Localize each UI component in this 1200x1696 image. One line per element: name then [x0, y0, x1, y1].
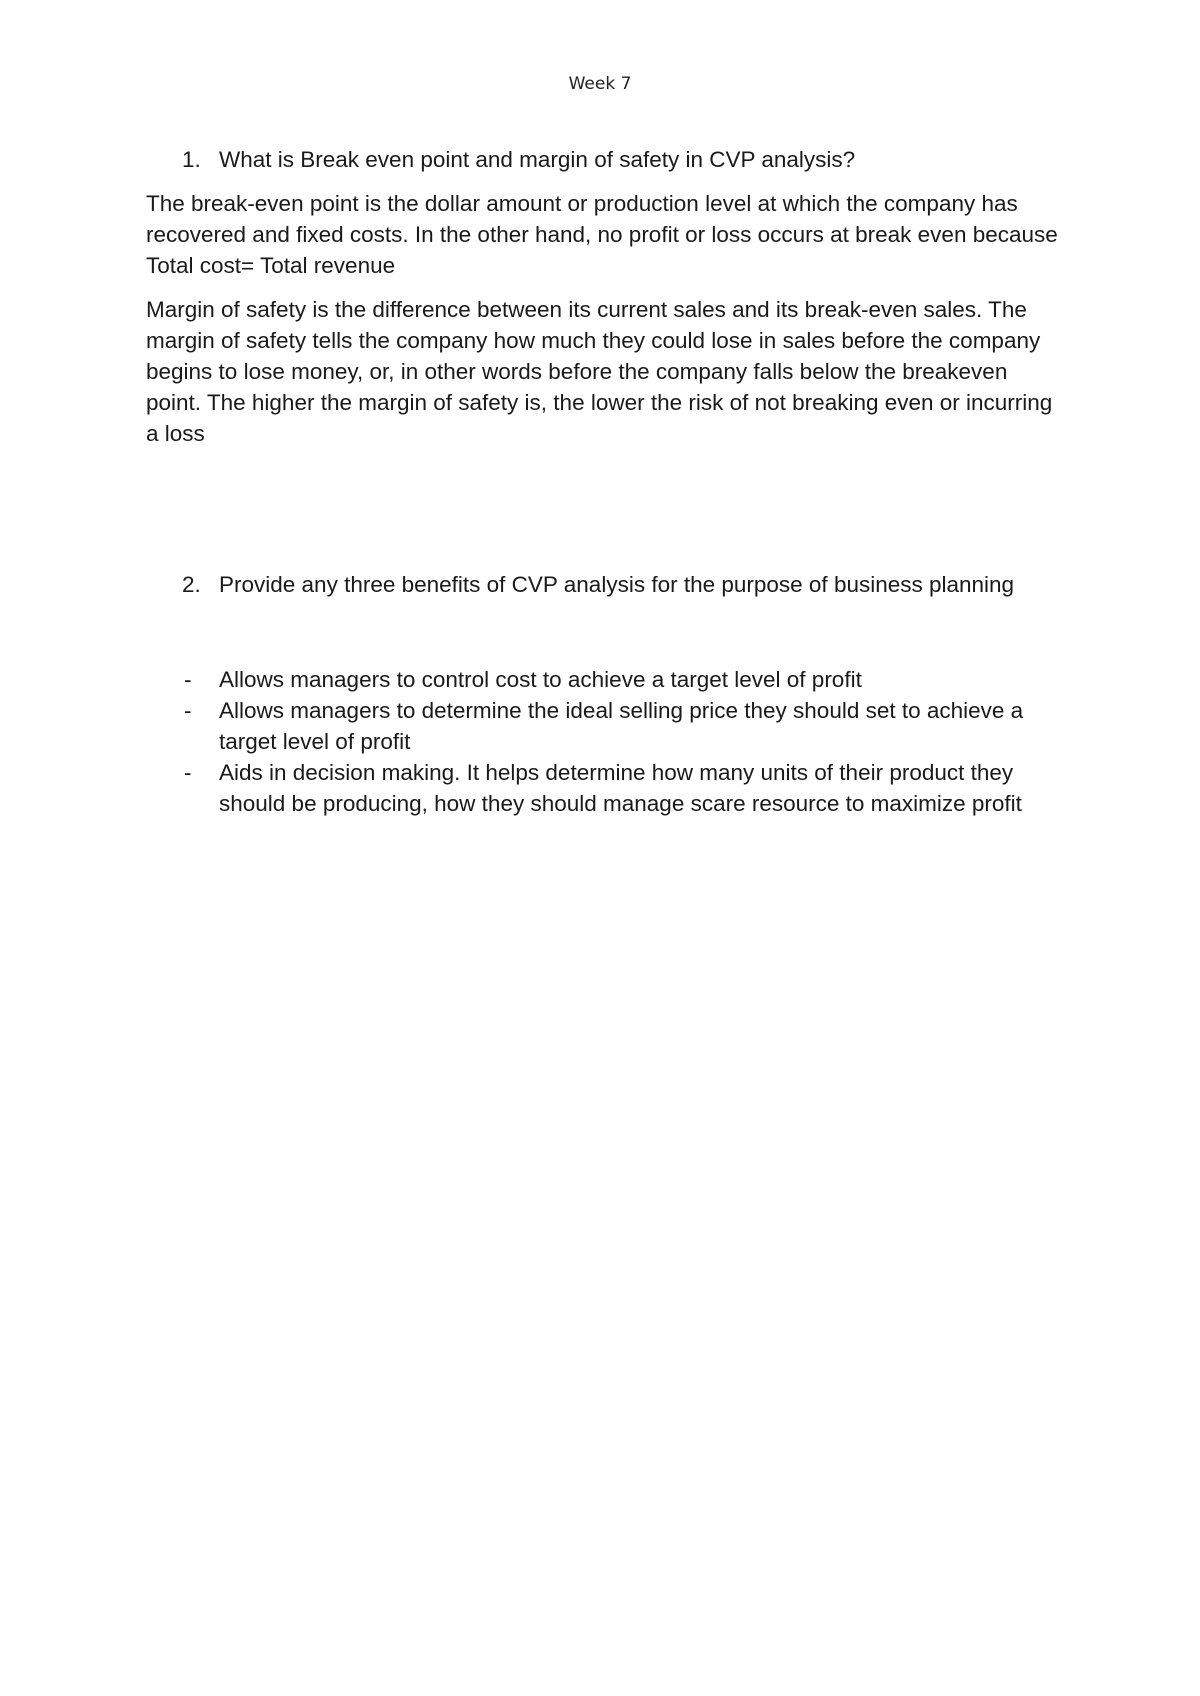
question-2-number: 2.	[182, 572, 201, 597]
list-item	[146, 695, 1066, 757]
bullet-dash: -	[184, 667, 192, 692]
benefits-list	[146, 664, 1066, 819]
question-1-text: What is Break even point and margin of safety in CVP analysis?	[219, 147, 856, 172]
list-item	[146, 757, 1066, 819]
bullet-dash: -	[184, 698, 192, 723]
list-item-text: Aids in decision making. It helps determine how many units of their product they should be producing, how they should manage scare resource to maximize profit	[219, 760, 1022, 816]
question-2-text: Provide any three benefits of CVP analysis for the purpose of business planning	[219, 572, 1015, 597]
list-item	[146, 664, 1066, 695]
bullet-dash: -	[184, 760, 192, 785]
answer-1-paragraph-2: Margin of safety is the difference between its current sales and its break-even sales. The margin of safety tells the company how much they could lose in sales before the company begins to lose money, or, in other words before the company falls below the breakeven point. The higher the margin of safety is, the lower the risk of not breaking even or incurring a loss	[146, 297, 1053, 446]
list-item-text: Allows managers to control cost to achieve a target level of profit	[219, 667, 862, 692]
question-1-number: 1.	[182, 147, 201, 172]
page-header: Week 7	[568, 74, 632, 94]
answer-1-paragraph-1: The break-even point is the dollar amount or production level at which the company has recovered and fixed costs. In the other hand, no profit or loss occurs at break even because Total cost= Total revenue	[146, 191, 1058, 278]
list-item-text: Allows managers to determine the ideal selling price they should set to achieve a target level of profit	[219, 698, 1024, 754]
question-2	[146, 569, 1066, 600]
document-body	[146, 144, 1066, 819]
question-1	[146, 144, 1066, 175]
